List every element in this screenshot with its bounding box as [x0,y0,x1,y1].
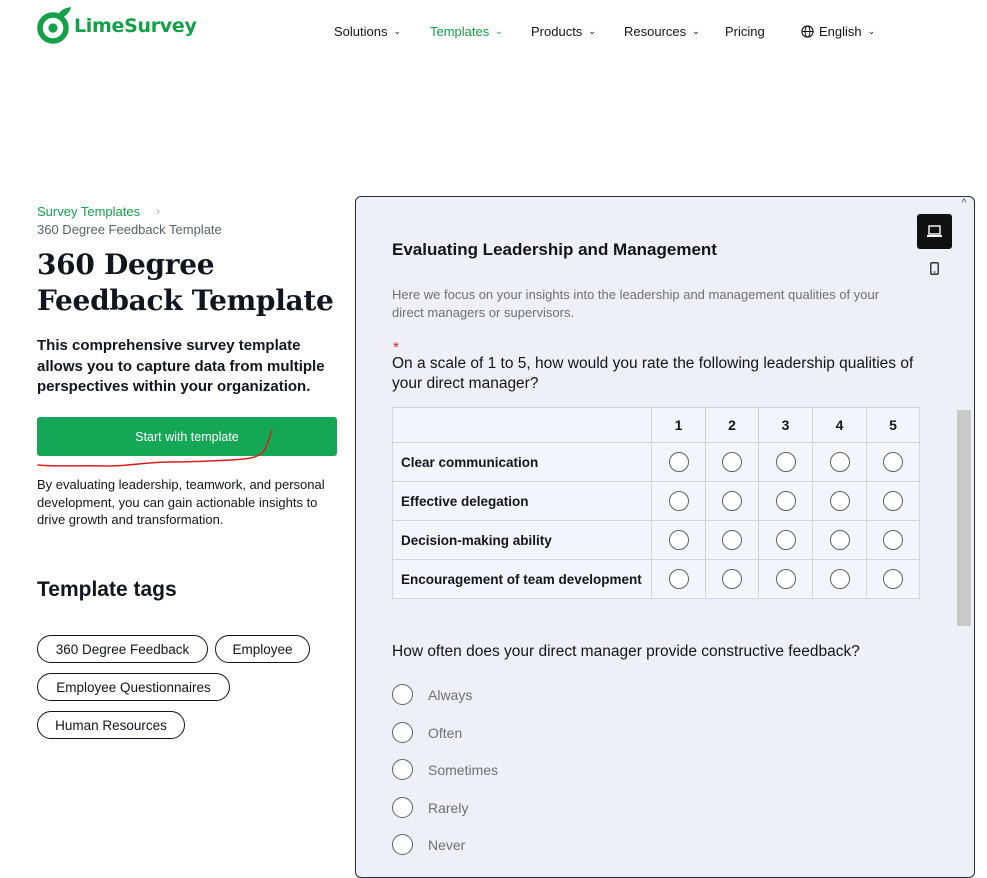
rating-radio[interactable] [722,530,742,550]
lime-logo-icon [36,6,72,46]
brand-name: LimeSurvey [74,15,197,37]
nav-resources[interactable]: Resources ⌄ [624,24,700,39]
option-label: Never [428,836,466,853]
tag-360-degree-feedback[interactable]: 360 Degree Feedback [37,635,208,663]
option-radio[interactable] [392,684,413,705]
rating-radio[interactable] [883,491,903,511]
chevron-down-icon: ⌄ [867,26,876,36]
matrix-row-label: Effective delegation [393,482,652,521]
language-selector[interactable]: English ⌄ [801,24,875,39]
option-label: Rarely [428,799,469,816]
scale-header-5: 5 [867,408,920,443]
matrix-corner-cell [393,408,652,443]
laptop-icon [927,225,942,238]
rating-radio[interactable] [669,491,689,511]
rating-radio[interactable] [883,530,903,550]
rating-radio[interactable] [669,569,689,589]
rating-radio[interactable] [776,569,796,589]
option-label: Often [428,724,463,741]
rating-radio[interactable] [722,491,742,511]
tag-employee-questionnaires[interactable]: Employee Questionnaires [37,673,230,701]
option-never[interactable] [392,834,465,855]
chevron-down-icon: ⌄ [692,26,700,36]
scale-header-3: 3 [759,408,813,443]
breadcrumb-separator: › [156,204,160,218]
question-group-description: Here we focus on your insights into the leadership and management qualities of your direct managers or supervisors. [392,287,880,320]
matrix-row-label: Encouragement of team development [393,560,652,599]
option-radio[interactable] [392,722,413,743]
question-group-title: Evaluating Leadership and Management [392,240,717,259]
globe-icon [801,25,814,38]
breadcrumb-current: 360 Degree Feedback Template [37,222,222,237]
rating-radio[interactable] [776,491,796,511]
mobile-phone-icon [930,262,939,275]
template-tags-heading: Template tags [37,578,177,601]
question-rating-scale: On a scale of 1 to 5, how would you rate the following leadership qualities of your direct manager? [392,355,914,392]
matrix-row-decision-making [393,521,920,560]
tag-human-resources[interactable]: Human Resources [37,711,185,739]
nav-pricing[interactable]: Pricing [725,24,765,39]
nav-products[interactable]: Products ⌄ [531,24,596,39]
matrix-row-team-development [393,560,920,599]
option-label: Always [428,686,473,703]
chevron-down-icon: ⌄ [393,26,402,36]
question-feedback-frequency: How often does your direct manager provide constructive feedback? [392,643,860,660]
scroll-up-arrow-icon[interactable]: ^ [961,197,967,209]
option-rarely[interactable] [392,797,468,818]
required-asterisk: * [393,339,399,356]
rating-radio[interactable] [883,452,903,472]
tag-employee[interactable]: Employee [215,635,310,663]
page-title: 360 Degree Feedback Template [37,248,334,317]
option-radio[interactable] [392,759,413,780]
rating-radio[interactable] [830,530,850,550]
desktop-view-button[interactable] [917,214,952,249]
rating-matrix [392,407,920,599]
preview-scrollbar-thumb[interactable] [957,410,971,626]
chevron-down-icon: ⌄ [588,26,596,36]
limesurvey-logo[interactable] [36,6,197,46]
nav-solutions[interactable]: Solutions ⌄ [334,24,402,39]
scale-header-1: 1 [652,408,706,443]
matrix-row-effective-delegation [393,482,920,521]
rating-radio[interactable] [776,452,796,472]
scale-header-2: 2 [706,408,759,443]
rating-radio[interactable] [722,569,742,589]
rating-radio[interactable] [669,530,689,550]
option-radio[interactable] [392,797,413,818]
nav-templates[interactable]: Templates ⌄ [430,24,503,39]
mobile-view-button[interactable] [927,261,941,275]
option-always[interactable] [392,684,472,705]
matrix-header-row [393,408,920,443]
rating-radio[interactable] [669,452,689,472]
breadcrumb-link-survey-templates[interactable]: Survey Templates [37,204,141,219]
option-sometimes[interactable] [392,759,498,780]
rating-radio[interactable] [830,569,850,589]
matrix-row-label: Decision-making ability [393,521,652,560]
scale-header-4: 4 [813,408,867,443]
rating-radio[interactable] [776,530,796,550]
rating-radio[interactable] [722,452,742,472]
option-label: Sometimes [428,761,499,778]
rating-radio[interactable] [830,452,850,472]
start-with-template-button[interactable]: Start with template [37,417,337,456]
matrix-row-clear-communication [393,443,920,482]
option-often[interactable] [392,722,462,743]
template-description: By evaluating leadership, teamwork, and personal development, you can gain actionable insights to drive growth and transformation. [37,477,325,527]
rating-radio[interactable] [883,569,903,589]
option-radio[interactable] [392,834,413,855]
survey-preview-panel [355,196,975,878]
matrix-row-label: Clear communication [393,443,652,482]
rating-radio[interactable] [830,491,850,511]
chevron-down-icon: ⌄ [495,26,503,36]
template-intro: This comprehensive survey template allows you to capture data from multiple perspectives within your organization. [37,337,325,395]
